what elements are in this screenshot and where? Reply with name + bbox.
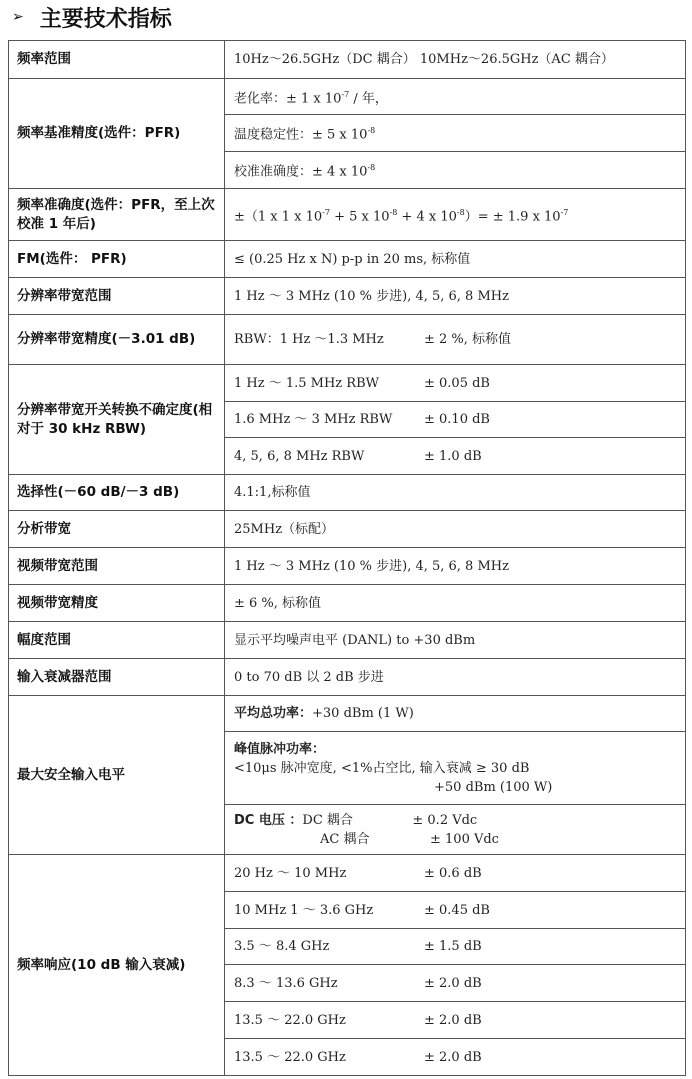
spec-value: 8.3 ～ 13.6 GHz ± 2.0 dB (225, 965, 686, 1002)
spec-value: 3.5 ～ 8.4 GHz ± 1.5 dB (225, 929, 686, 965)
spec-value: 1 Hz ～ 1.5 MHz RBW ± 0.05 dB (225, 365, 686, 402)
spec-label: 最大安全输入电平 (9, 696, 225, 855)
spec-value: 10 MHz 1 ～ 3.6 GHz ± 0.45 dB (225, 892, 686, 929)
spec-label: 输入衰减器范围 (9, 659, 225, 696)
table-row (9, 41, 686, 79)
table-row (9, 79, 686, 115)
table-row (9, 278, 686, 315)
table-row (9, 475, 686, 511)
table-row (9, 315, 686, 365)
spec-value: 1 Hz ～ 3 MHz (10 % 步进), 4, 5, 6, 8 MHz (225, 548, 686, 585)
spec-value: 显示平均噪声电平 (DANL) to +30 dBm (225, 622, 686, 659)
spec-value: ± 6 %, 标称值 (225, 585, 686, 622)
bullet-arrow-icon: ➢ (12, 9, 24, 25)
table-row (9, 241, 686, 278)
spec-label: 分辨率带宽精度(－3.01 dB) (9, 315, 225, 365)
spec-value: 10Hz～26.5GHz（DC 耦合） 10MHz～26.5GHz（AC 耦合） (225, 41, 686, 79)
spec-value: 20 Hz ～ 10 MHz ± 0.6 dB (225, 855, 686, 892)
spec-label: 选择性(－60 dB/－3 dB) (9, 475, 225, 511)
spec-label: 频率范围 (9, 41, 225, 79)
spec-value: DC 电压 ：DC 耦合 ± 0.2 Vdc AC 耦合 ± 100 Vdc (225, 805, 686, 855)
spec-label: 频率响应(10 dB 输入衰减) (9, 855, 225, 1076)
spec-value: 4.1:1,标称值 (225, 475, 686, 511)
spec-label: FM(选件： PFR) (9, 241, 225, 278)
spec-value: ±（1 x 1 x $10^{-7} + 5$ x $10^{-8} + 4$ x $10^{-8})= \pm 1.9$ x $10^{-7}$ (225, 189, 686, 241)
spec-label: 频率基准精度(选件：PFR) (9, 79, 225, 189)
spec-value: 13.5 ～ 22.0 GHz ± 2.0 dB (225, 1039, 686, 1076)
table-row (9, 548, 686, 585)
spec-value: RBW：1 Hz ～1.3 MHz ± 2 %, 标称值 (225, 315, 686, 365)
spec-value: 4, 5, 6, 8 MHz RBW ± 1.0 dB (225, 438, 686, 475)
table-row (9, 622, 686, 659)
table-row (9, 659, 686, 696)
spec-value: 平均总功率：+30 dBm (1 W) (225, 696, 686, 732)
spec-value: 1 Hz ～ 3 MHz (10 % 步进), 4, 5, 6, 8 MHz (225, 278, 686, 315)
spec-value: 温度稳定性：± 5 x $10^{-8}$ (225, 115, 686, 152)
table-row (9, 585, 686, 622)
spec-label: 视频带宽范围 (9, 548, 225, 585)
spec-label: 分辨率带宽范围 (9, 278, 225, 315)
spec-label: 视频带宽精度 (9, 585, 225, 622)
spec-value: 25MHz（标配） (225, 511, 686, 548)
table-row (9, 696, 686, 732)
spec-label: 幅度范围 (9, 622, 225, 659)
spec-label: 分辨率带宽开关转换不确定度(相对于 30 kHz RBW) (9, 365, 225, 475)
section-title: 主要技术指标 (39, 6, 172, 32)
spec-value: 校准准确度：± 4 x $10^{-8}$ (225, 152, 686, 189)
spec-label: 分析带宽 (9, 511, 225, 548)
spec-value: ≤ (0.25 Hz x N) p-p in 20 ms, 标称值 (225, 241, 686, 278)
spec-value: 0 to 70 dB 以 2 dB 步进 (225, 659, 686, 696)
section-heading (12, 2, 172, 32)
table-row (9, 511, 686, 548)
spec-value: 峰值脉冲功率： <10μs 脉冲宽度, <1%占空比, 输入衰减 ≥ 30 dB +50 dBm (100 W) (225, 732, 686, 805)
spec-table (8, 40, 686, 1076)
spec-label: 频率准确度(选件：PFR，至上次校准 1 年后) (9, 189, 225, 241)
table-row (9, 365, 686, 402)
spec-value: 1.6 MHz ～ 3 MHz RBW ± 0.10 dB (225, 402, 686, 438)
table-row (9, 189, 686, 241)
spec-value: 13.5 ～ 22.0 GHz ± 2.0 dB (225, 1002, 686, 1039)
spec-value: 老化率：± 1 x $10^{-7}$ / 年， (225, 79, 686, 115)
table-row (9, 855, 686, 892)
